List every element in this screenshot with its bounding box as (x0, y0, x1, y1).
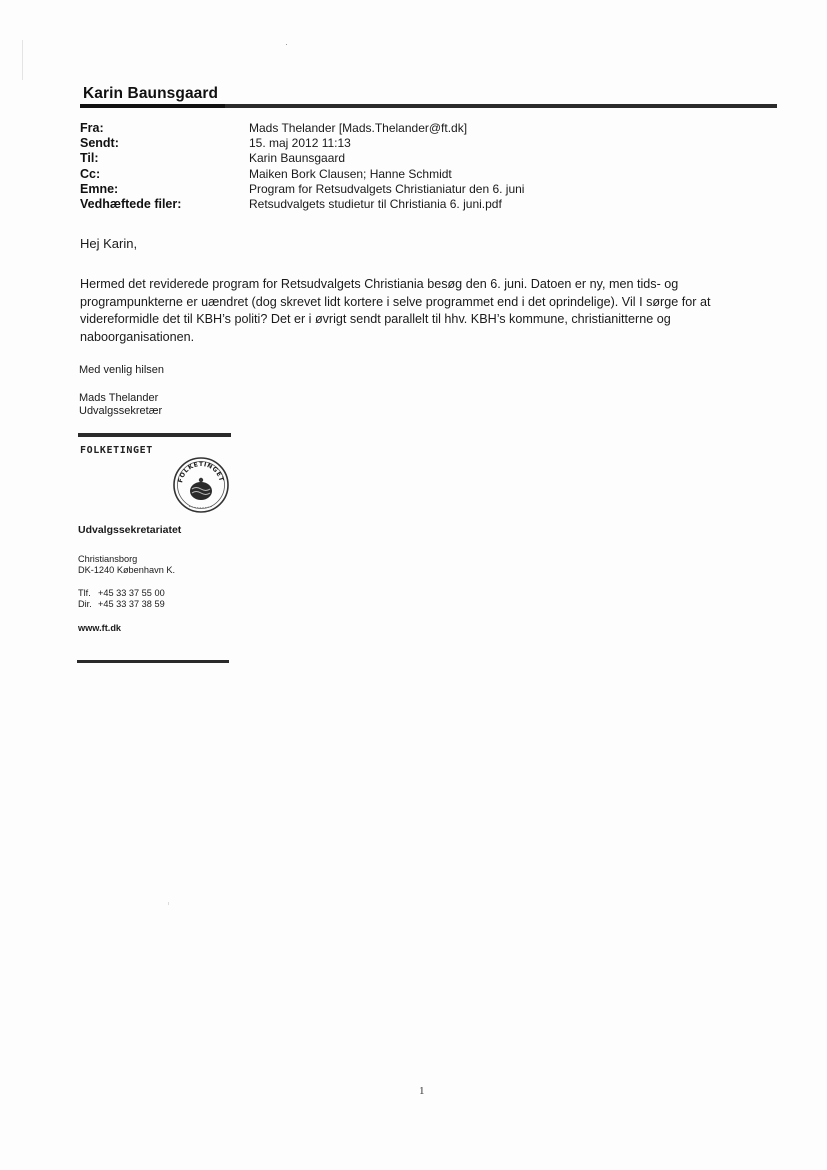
header-subject (80, 182, 780, 197)
signature-rule-bottom (77, 660, 229, 663)
body-line: naboorganisationen. (80, 329, 195, 344)
header-value: Program for Retsudvalgets Christianiatur den 6. juni (249, 181, 525, 196)
scan-artifact (22, 40, 23, 80)
header-value: Mads Thelander [Mads.Thelander@ft.dk] (249, 121, 468, 135)
phone-label: Dir. (78, 599, 92, 609)
header-sent (80, 136, 780, 151)
message-body (80, 276, 770, 346)
phone-label: Tlf. (78, 588, 91, 598)
header-value: Karin Baunsgaard (249, 151, 346, 166)
header-attachments (80, 197, 780, 212)
header-label: Vedhæftede filer: (80, 196, 182, 211)
seal-text: FOLKETINGET (177, 460, 225, 484)
address-line: DK-1240 København K. (78, 565, 176, 575)
website: www.ft.dk (78, 623, 122, 633)
mailbox-owner: Karin Baunsgaard (83, 85, 219, 102)
folketinget-seal-icon (172, 456, 230, 514)
header-label: Sendt: (80, 136, 119, 151)
header-label: Til: (80, 151, 99, 166)
email-headers (80, 121, 780, 212)
header-rule (80, 104, 777, 108)
address-line: Christiansborg (78, 554, 138, 564)
signature-rule-top (78, 433, 231, 437)
phone-number: +45 33 37 55 00 (98, 588, 165, 598)
header-value: 15. maj 2012 11:13 (249, 136, 351, 151)
phone-main (78, 588, 165, 599)
header-cc (80, 167, 780, 182)
header-from (80, 121, 780, 136)
header-value: Maiken Bork Clausen; Hanne Schmidt (249, 166, 452, 181)
closing: Med venlig hilsen (79, 364, 164, 376)
scan-speck (168, 902, 169, 905)
phone-number: +45 33 37 38 59 (98, 599, 165, 609)
department: Udvalgssekretariatet (78, 524, 182, 536)
body-line: Hermed det reviderede program for Retsudvalgets Christiania besøg den 6. juni. Datoen er ny, men tids- og (80, 277, 679, 291)
header-label: Emne: (80, 181, 119, 196)
organization-name: FOLKETINGET (80, 445, 153, 456)
page-number: 1 (419, 1085, 425, 1097)
body-line: programpunkterne er uændret (dog skrevet lidt kortere i selve programmet end i det oprindelige). Vil I sørge for at (80, 294, 711, 309)
header-label: Cc: (80, 166, 101, 181)
sender-name: Mads Thelander (79, 392, 159, 404)
header-value: Retsudvalgets studietur til Christiania 6. juni.pdf (249, 196, 502, 211)
scan-speck (286, 44, 287, 45)
body-line: videreformidle det til KBH’s politi? Det er i øvrigt sendt parallelt til hhv. KBH’s kommune, christianitterne og (80, 312, 671, 327)
header-to (80, 151, 780, 166)
sender-title: Udvalgssekretær (79, 405, 163, 417)
header-label: Fra: (80, 121, 104, 135)
phone-direct (78, 599, 165, 610)
greeting: Hej Karin, (80, 236, 138, 251)
